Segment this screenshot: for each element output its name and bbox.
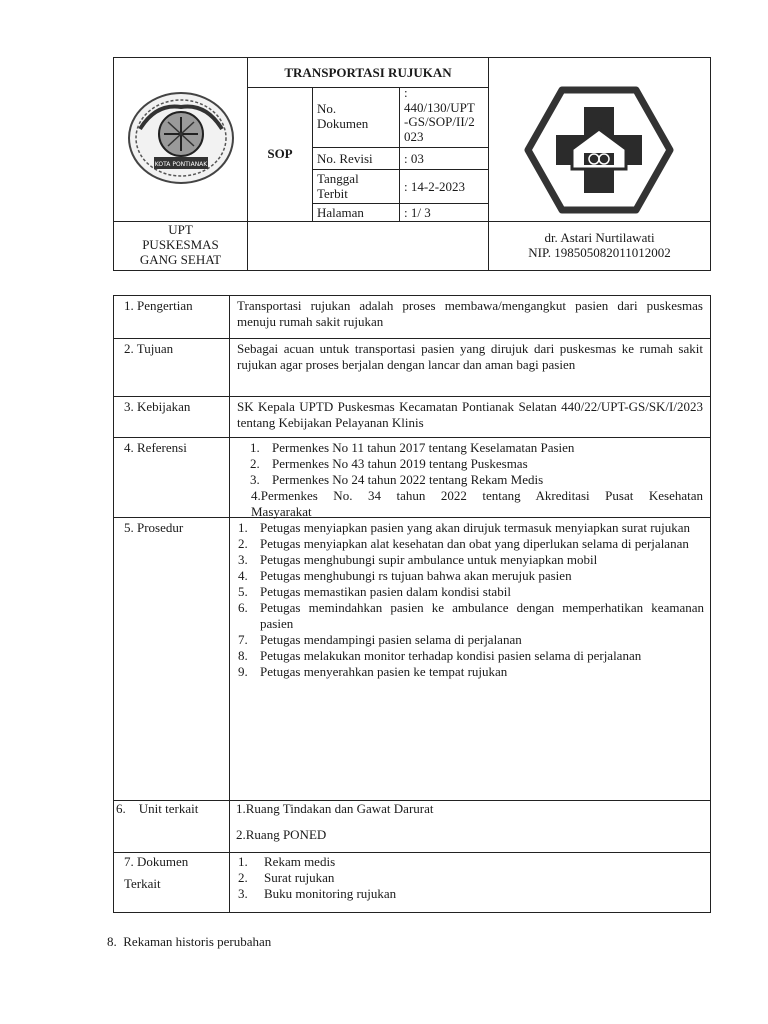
- issue-date-value: : 14-2-2023: [404, 179, 466, 194]
- list-item: 1. Petugas menyiapkan pasien yang akan dirujuk termasuk menyiapkan surat rujukan: [238, 520, 690, 535]
- section-label-pengertian: 1. Pengertian: [124, 298, 193, 313]
- dokumen-terkait-list: [234, 854, 704, 902]
- signer-block: [489, 230, 710, 260]
- referensi-item-4-line-1: 4.Permenkes No. 34 tahun 2022 tentang Akreditasi Pusat Kesehatan: [251, 488, 703, 503]
- section-label-prosedur: 5. Prosedur: [124, 520, 184, 535]
- puskesmas-logo: [524, 85, 674, 215]
- page-label: Halaman: [317, 205, 364, 220]
- section-text-kebijakan: SK Kepala UPTD Puskesmas Kecamatan Pontianak Selatan 440/22/UPT-GS/SK/I/2023 tentang Kebijakan Pelayanan Klinis: [237, 399, 703, 430]
- list-item: 1. Permenkes No 11 tahun 2017 tentang Keselamatan Pasien: [250, 440, 575, 455]
- unit-terkait-item-2: 2.Ruang PONED: [236, 827, 327, 842]
- organization-name: UPT PUSKESMAS GANG SEHAT: [139, 222, 222, 267]
- document-title: TRANSPORTASI RUJUKAN: [284, 65, 452, 80]
- city-seal-logo: [126, 89, 236, 187]
- list-item: 2. Surat rujukan: [238, 870, 335, 885]
- section-text-pengertian: Transportasi rujukan adalah proses membawa/mengangkut pasien dari puskesmas menuju rumah sakit rujukan: [237, 298, 703, 329]
- list-item: 2. Permenkes No 43 tahun 2019 tentang Puskesmas: [250, 456, 528, 471]
- list-item: 3. Buku monitoring rujukan: [238, 886, 397, 901]
- page-value: : 1/ 3: [404, 205, 431, 220]
- sop-content-table: [113, 295, 711, 913]
- list-item: 6. Petugas memindahkan pasien ke ambulance dengan memperhatikan keamanan pasien: [238, 600, 704, 631]
- prosedur-list: [234, 520, 704, 680]
- list-item: 8. Petugas melakukan monitor terhadap kondisi pasien selama di perjalanan: [238, 648, 642, 663]
- list-item: 2. Petugas menyiapkan alat kesehatan dan obat yang diperlukan selama di perjalanan: [238, 536, 689, 551]
- history-section-heading: 8. Rekaman historis perubahan: [107, 934, 272, 949]
- section-label-unit-terkait: 6. Unit terkait: [116, 801, 199, 816]
- issue-date-label: Tanggal Terbit: [317, 171, 359, 201]
- signer-nip: NIP. 198505082011012002: [528, 245, 671, 260]
- section-label-tujuan: 2. Tujuan: [124, 341, 174, 356]
- section-text-tujuan: Sebagai acuan untuk transportasi pasien yang dirujuk dari puskesmas ke rumah sakit rujukan agar proses berjalan dengan lancar dan aman bagi pasien: [237, 341, 703, 372]
- list-item: 4. Petugas menghubungi rs tujuan bahwa akan merujuk pasien: [238, 568, 572, 583]
- sop-label: SOP: [267, 146, 293, 161]
- list-item: 5. Petugas memastikan pasien dalam kondisi stabil: [238, 584, 511, 599]
- referensi-item-4-line-2: Masyarakat: [251, 504, 312, 519]
- list-item: 3. Petugas menghubungi supir ambulance untuk menyiapkan mobil: [238, 552, 598, 567]
- list-item: 7. Petugas mendampingi pasien selama di perjalanan: [238, 632, 522, 647]
- unit-terkait-item-1: 1.Ruang Tindakan dan Gawat Darurat: [236, 801, 434, 816]
- section-label-dokumen-terkait: 7. Dokumen Terkait: [124, 854, 189, 891]
- sop-header-table: [113, 57, 711, 271]
- section-label-referensi: 4. Referensi: [124, 440, 187, 455]
- section-label-kebijakan: 3. Kebijakan: [124, 399, 191, 414]
- referensi-list: [246, 440, 704, 488]
- list-item: 1. Rekam medis: [238, 854, 336, 869]
- signer-name: dr. Astari Nurtilawati: [544, 230, 655, 245]
- doc-number-label: No. Dokumen: [317, 101, 369, 131]
- list-item: 3. Permenkes No 24 tahun 2022 tentang Rekam Medis: [250, 472, 544, 487]
- doc-number-value: : 440/130/UPT -GS/SOP/II/2 023: [404, 85, 475, 144]
- logo-caption: KOTA PONTIANAK: [154, 161, 208, 168]
- revision-value: : 03: [404, 151, 424, 166]
- revision-label: No. Revisi: [317, 151, 373, 166]
- list-item: 9. Petugas menyerahkan pasien ke tempat rujukan: [238, 664, 508, 679]
